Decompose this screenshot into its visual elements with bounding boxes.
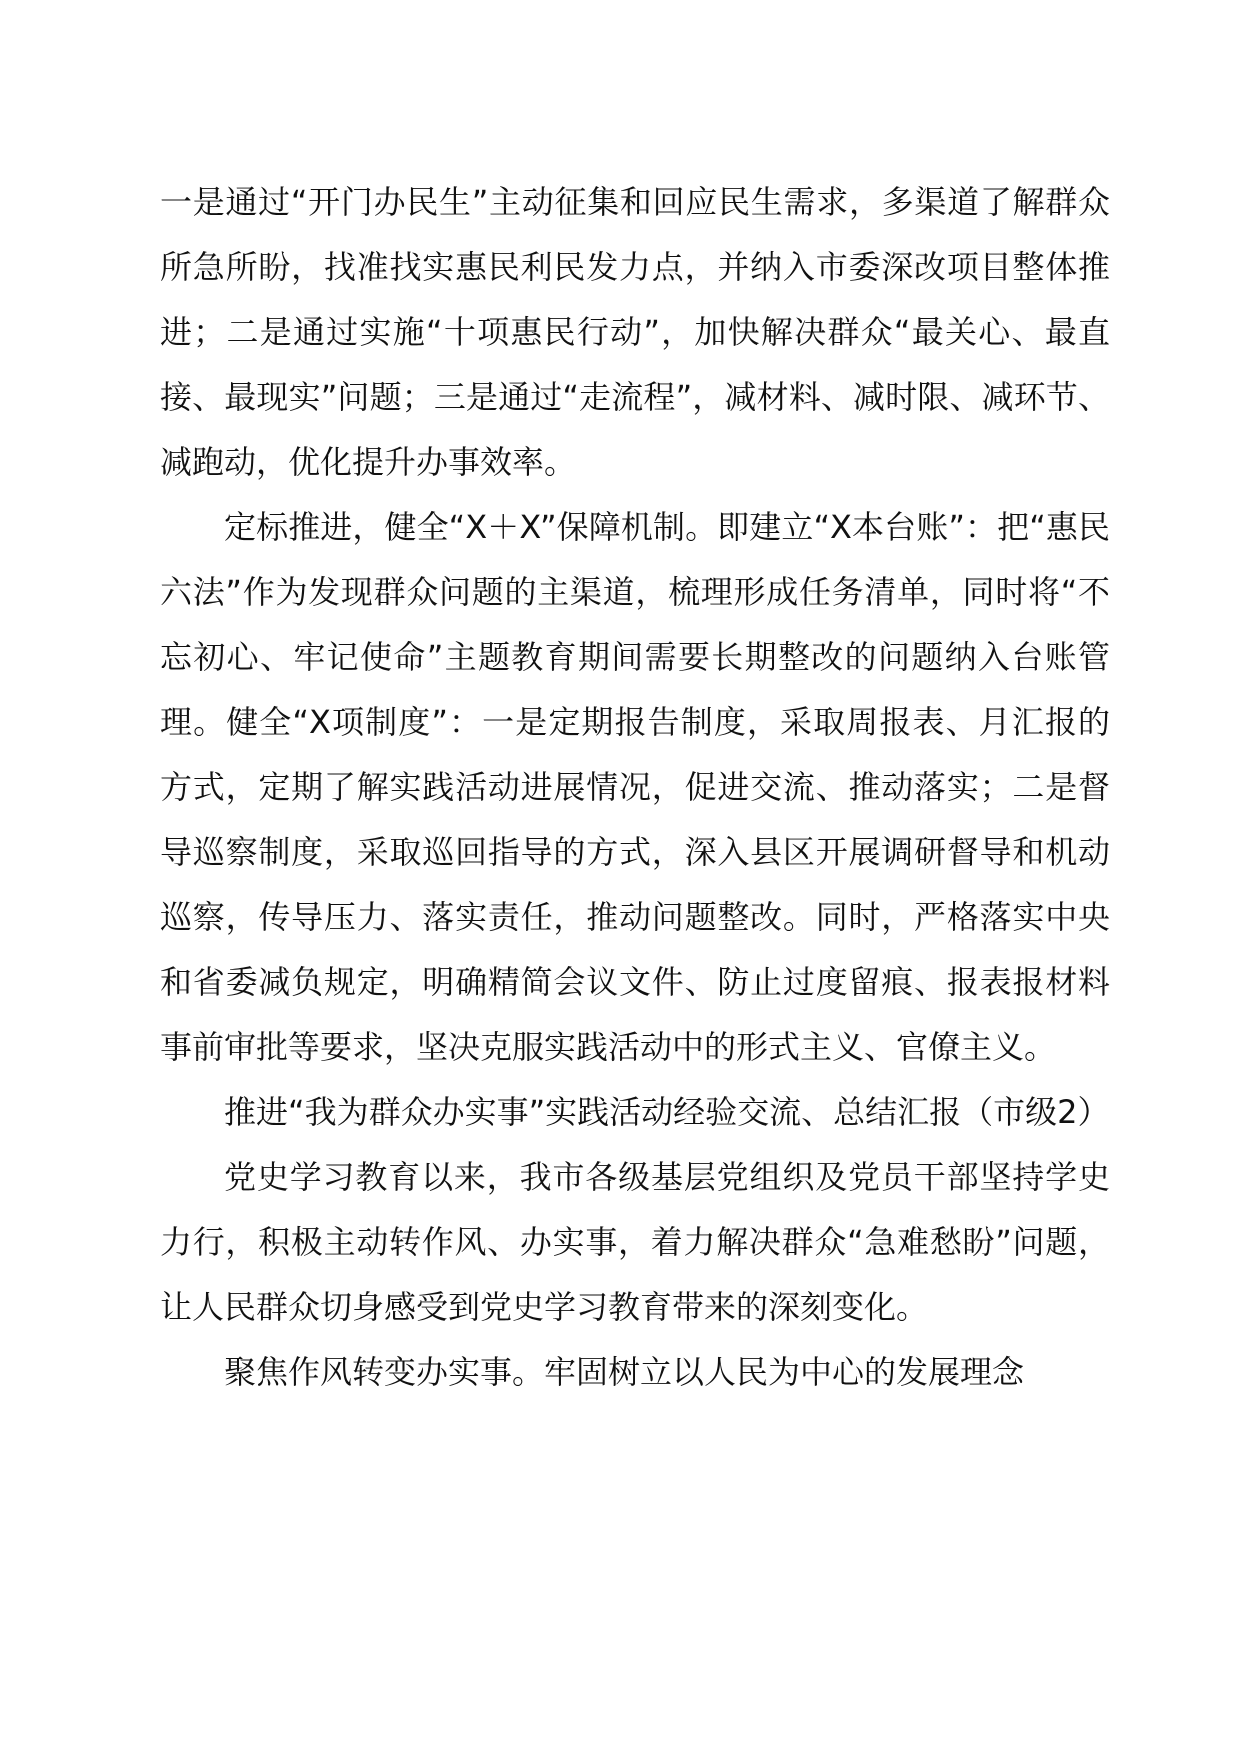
paragraph-3: 党史学习教育以来，我市各级基层党组织及党员干部坚持学史力行，积极主动转作风、办实事，着力解决群众“急难愁盼”问题，让人民群众切身感受到党史学习教育带来的深刻变化。 bbox=[160, 1158, 1110, 1326]
paragraph-4: 聚焦作风转变办实事。牢固树立以人民为中心的发展理念 bbox=[224, 1353, 1025, 1391]
document-body bbox=[160, 170, 1110, 1405]
section-heading: 推进“我为群众办实事”实践活动经验交流、总结汇报（市级2） bbox=[224, 1093, 1110, 1131]
paragraph-1: 一是通过“开门办民生”主动征集和回应民生需求，多渠道了解群众所急所盼，找准找实惠民利民发力点，并纳入市委深改项目整体推进；二是通过实施“十项惠民行动”，加快解决群众“最关心、最直接、最现实”问题；三是通过“走流程”，减材料、减时限、减环节、减跑动，优化提升办事效率。 bbox=[160, 183, 1110, 481]
paragraph-2: 定标推进，健全“X＋X”保障机制。即建立“X本台账”：把“惠民六法”作为发现群众问题的主渠道，梳理形成任务清单，同时将“不忘初心、牢记使命”主题教育期间需要长期整改的问题纳入台账管理。健全“X项制度”：一是定期报告制度，采取周报表、月汇报的方式，定期了解实践活动进展情况，促进交流、推动落实；二是督导巡察制度，采取巡回指导的方式，深入县区开展调研督导和机动巡察，传导压力、落实责任，推动问题整改。同时，严格落实中央和省委减负规定，明确精简会议文件、防止过度留痕、报表报材料事前审批等要求，坚决克服实践活动中的形式主义、官僚主义。 bbox=[160, 508, 1110, 1066]
